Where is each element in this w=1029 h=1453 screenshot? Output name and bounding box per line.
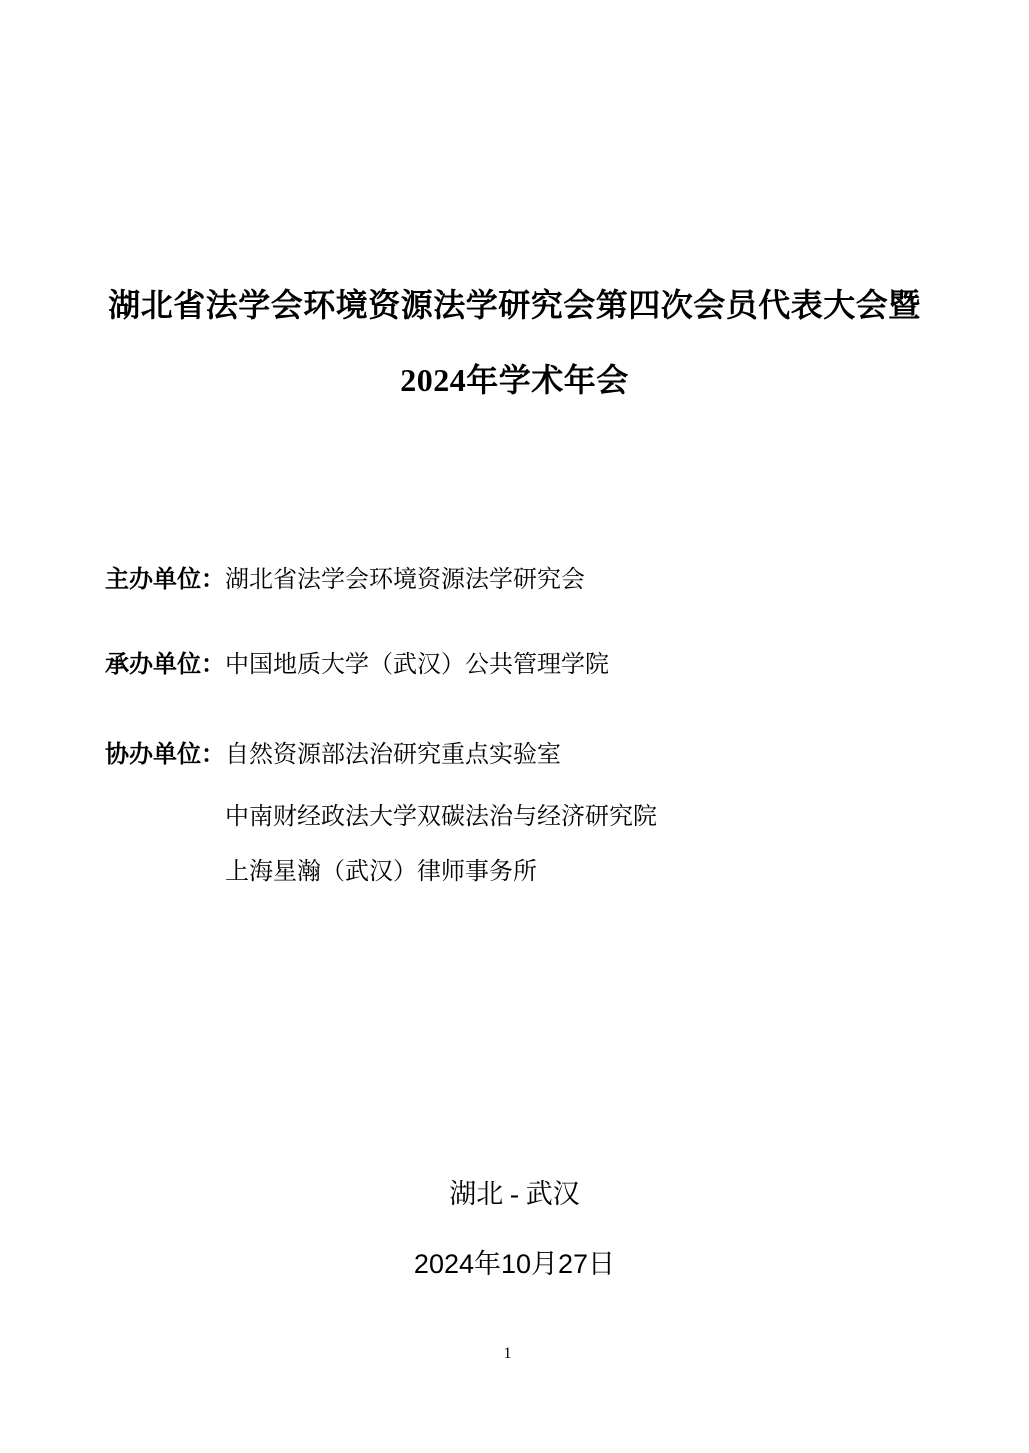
event-location: 湖北 - 武汉 [449,1179,580,1209]
co-organizer-value-3: 上海星瀚（武汉）律师事务所 [225,859,537,885]
co-organizer-value-1: 自然资源部法治研究重点实验室 [225,742,561,768]
page-number: 1 [503,1345,512,1362]
event-date: 2024年10月27日 [413,1249,616,1279]
undertaking-organizer-value: 中国地质大学（武汉）公共管理学院 [225,652,609,678]
co-organizer-label: 协办单位： [105,742,225,768]
undertaking-organizer-row [105,649,609,681]
undertaking-organizer-label: 承办单位： [105,652,225,678]
host-organizer-row [105,564,585,596]
title-line-2: 2024年学术年会 [400,362,629,398]
co-organizer-value-2: 中南财经政法大学双碳法治与经济研究院 [225,804,657,830]
host-organizer-value: 湖北省法学会环境资源法学研究会 [225,567,585,593]
title-line-1: 湖北省法学会环境资源法学研究会第四次会员代表大会暨 [108,287,921,323]
host-organizer-label: 主办单位： [105,567,225,593]
document-title [0,268,1029,418]
co-organizer-row [105,739,561,771]
